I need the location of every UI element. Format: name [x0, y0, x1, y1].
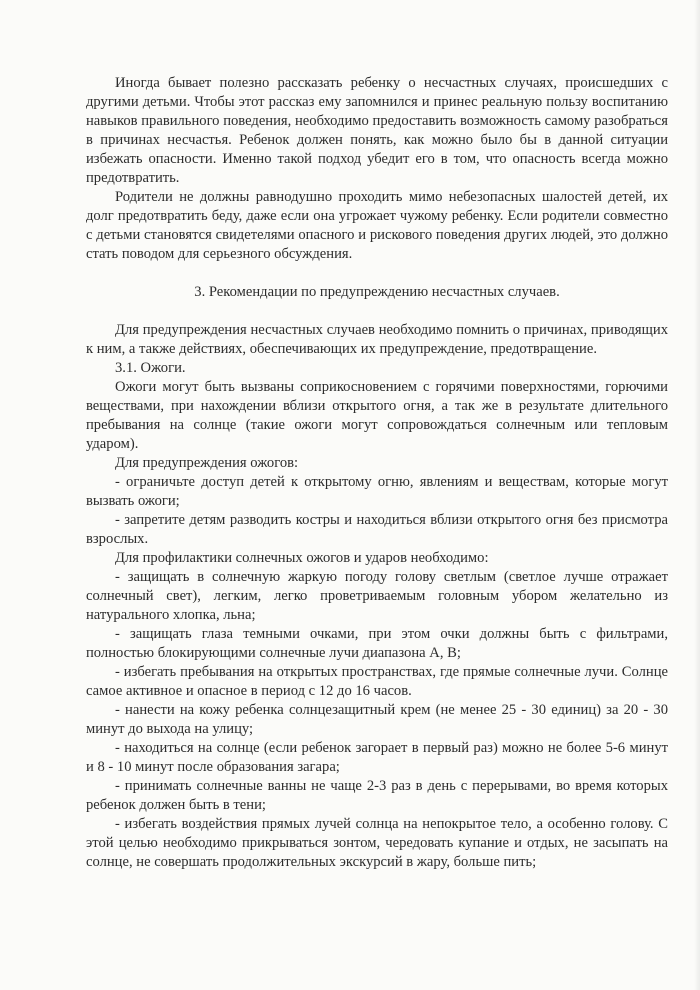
list-item: - запретите детям разводить костры и находиться вблизи открытого огня без присмотра взрослых. [86, 512, 668, 547]
list-item: - избегать пребывания на открытых пространствах, где прямые солнечные лучи. Солнце самое активное и опасное в период с 12 до 16 часов. [86, 664, 668, 699]
list-item: - нанести на кожу ребенка солнцезащитный крем (не менее 25 - 30 единиц) за 20 - 30 минут до выхода на улицу; [86, 702, 668, 737]
section-heading: 3. Рекомендации по предупреждению несчастных случаев. [194, 284, 560, 300]
list-item: - защищать глаза темными очками, при этом очки должны быть с фильтрами, полностью блокирующими солнечные лучи диапазона А, В; [86, 626, 668, 661]
paragraph-accident-stories: Иногда бывает полезно рассказать ребенку о несчастных случаях, происшедших с другими детьми. Чтобы этот рассказ ему запомнился и принес реальную пользу воспитанию навыков правильного поведения, необходимо предоставить возможность самому разобраться в причинах несчастья. Ребенок должен понять, как можно было бы в данной ситуации избежать опасности. Именно такой подход убедит его в том, что опасность всегда можно предотвратить. [86, 75, 668, 186]
paragraph-sun-prevention-lead: Для профилактики солнечных ожогов и ударов необходимо: [115, 550, 489, 566]
paragraph-parents-duty: Родители не должны равнодушно проходить мимо небезопасных шалостей детей, их долг предотвратить беду, даже если она угрожает чужому ребенку. Если родители совместно с детьми становятся свидетелями опасного и рискового поведения других людей, это должно стать поводом для серьезного обсуждения. [86, 189, 668, 262]
subsection-heading-burns: 3.1. Ожоги. [115, 360, 186, 376]
scan-edge-shadow [694, 0, 700, 990]
list-item: - принимать солнечные ванны не чаще 2-3 раз в день с перерывами, во время которых ребенок должен быть в тени; [86, 778, 668, 813]
list-item: - находиться на солнце (если ребенок загорает в первый раз) можно не более 5-6 минут и 8 - 10 минут после образования загара; [86, 740, 668, 775]
paragraph-burn-causes: Ожоги могут быть вызваны соприкосновением с горячими поверхностями, горючими веществами, при нахождении вблизи открытого огня, а так же в результате длительного пребывания на солнце (такие ожоги могут сопровождаться солнечным или тепловым ударом). [86, 379, 668, 452]
paragraph-prevention-intro: Для предупреждения несчастных случаев необходимо помнить о причинах, приводящих к ним, а также действиях, обеспечивающих их предупреждение, предотвращение. [86, 322, 668, 357]
document-body [86, 74, 668, 872]
list-item: - избегать воздействия прямых лучей солнца на непокрытое тело, а особенно голову. С этой целью необходимо прикрываться зонтом, чередовать купание и отдых, не засыпать на солнце, не совершать продолжительных экскурсий в жару, больше пить; [86, 816, 668, 870]
list-item: - ограничьте доступ детей к открытому огню, явлениям и веществам, которые могут вызвать ожоги; [86, 474, 668, 509]
list-item: - защищать в солнечную жаркую погоду голову светлым (светлое лучше отражает солнечный свет), легким, легко проветриваемым головным убором желательно из натурального хлопка, льна; [86, 569, 668, 623]
paragraph-burn-prevention-lead: Для предупреждения ожогов: [115, 455, 299, 471]
